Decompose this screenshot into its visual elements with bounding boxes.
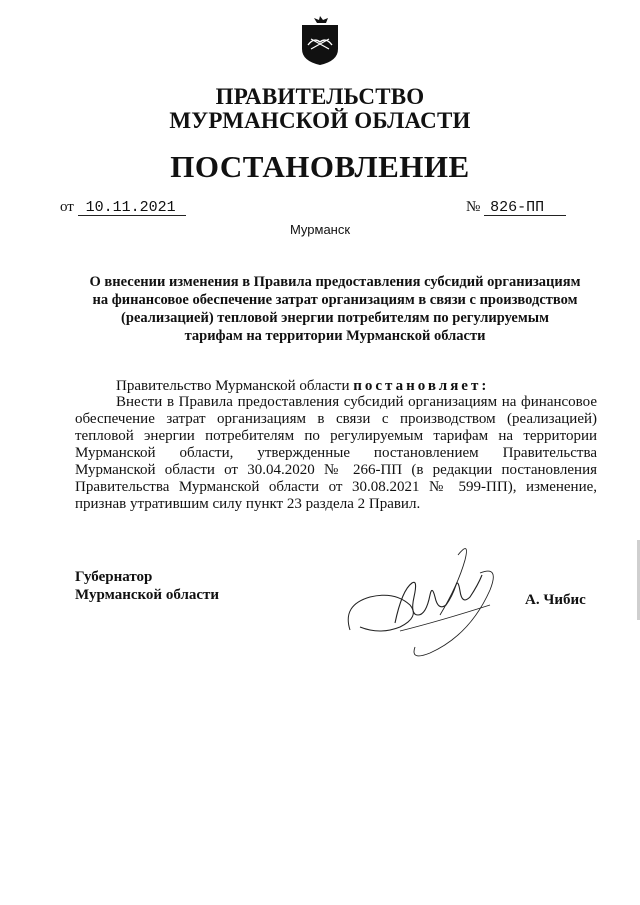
signer-position-line1: Губернатор <box>75 569 153 585</box>
body-text-line: обеспечение затрат организациям в связи с производством (реализацией) <box>75 411 597 427</box>
body-text-line: признав утратившим силу пункт 23 раздела 2 Правил. <box>75 496 421 512</box>
coat-of-arms-emblem <box>299 15 341 66</box>
body-text-line: Правительства Мурманской области от 30.08.2021 № 599-ПП), изменение, <box>75 479 597 495</box>
signer-name: А. Чибис <box>525 592 586 608</box>
subject-line: тарифам на территории Мурманской области <box>184 328 486 344</box>
signer-position-line2: Мурманской области <box>75 587 220 603</box>
document-type-title: ПОСТАНОВЛЕНИЕ <box>170 149 470 184</box>
document-number: 826-ПП <box>484 200 566 216</box>
body-text-line: тепловой энергии потребителям по регулируемым тарифам на территории <box>75 428 597 444</box>
handwritten-signature <box>340 535 520 665</box>
body-text-line: Внести в Правила предоставления субсидий организациям на финансовое <box>116 394 597 410</box>
document-date: 10.11.2021 <box>78 200 186 216</box>
subject-line: на финансовое обеспечение затрат организациям в связи с производством <box>92 292 578 308</box>
subject-line: О внесении изменения в Правила предоставления субсидий организациям <box>89 274 581 290</box>
number-field <box>466 199 566 216</box>
number-prefix: № <box>466 199 481 215</box>
date-field <box>60 199 186 216</box>
org-name-line1: ПРАВИТЕЛЬСТВО <box>215 84 425 109</box>
org-name-line2: МУРМАНСКОЙ ОБЛАСТИ <box>169 108 471 133</box>
date-prefix: от <box>60 199 74 215</box>
city-name: Мурманск <box>289 222 351 237</box>
intro-prefix: Правительство Мурманской области <box>116 378 350 394</box>
intro-decree-word: постановляет: <box>353 378 490 394</box>
resolution-intro <box>116 377 489 395</box>
body-text-line: Мурманской области, утвержденные постановлением Правительства <box>75 445 597 461</box>
body-text-line: Мурманской области от 30.04.2020 № 266-ПП (в редакции постановления <box>75 462 597 478</box>
subject-line: (реализацией) тепловой энергии потребителям по регулируемым <box>121 310 549 326</box>
